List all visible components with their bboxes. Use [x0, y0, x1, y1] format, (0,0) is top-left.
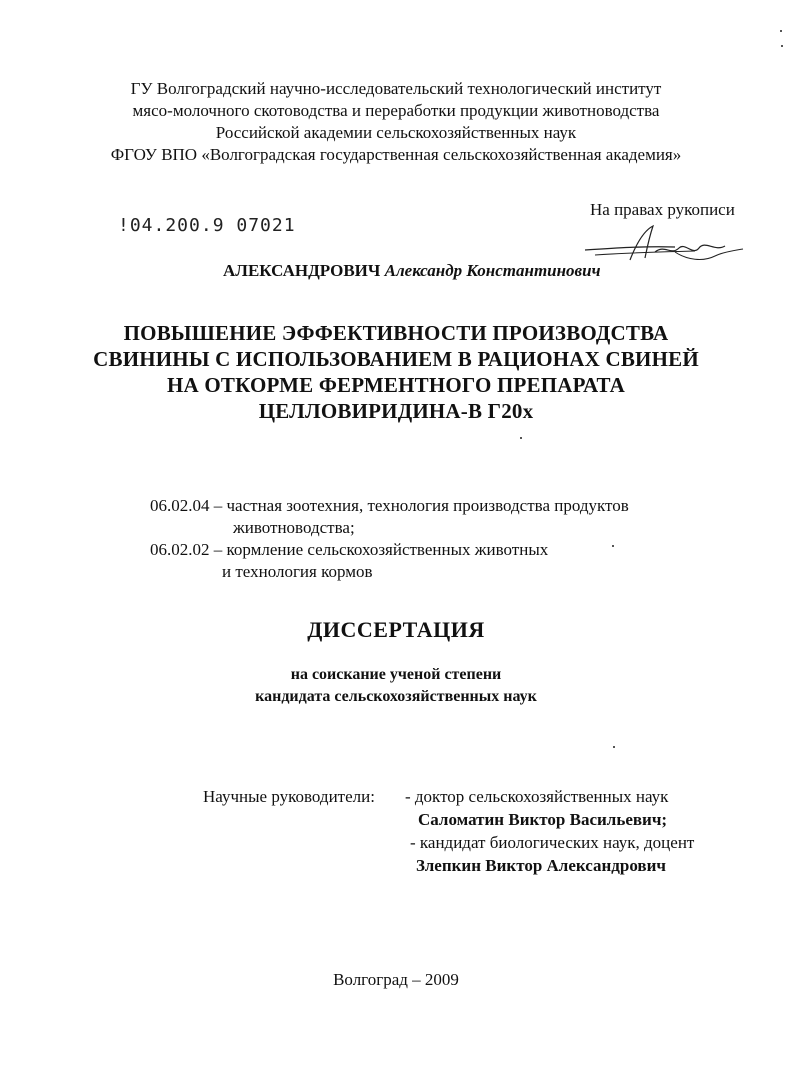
- degree-line: кандидата сельскохозяйственных наук: [255, 688, 537, 705]
- author-name: [223, 261, 601, 281]
- supervisor-1-degree: - доктор сельскохозяйственных наук: [405, 787, 669, 806]
- supervisor-1-name: Саломатин Виктор Васильевич;: [418, 810, 668, 829]
- title-line: ПОВЫШЕНИЕ ЭФФЕКТИВНОСТИ ПРОИЗВОДСТВА: [123, 321, 669, 345]
- supervisor-2-name: Злепкин Виктор Александрович: [416, 856, 666, 875]
- institution-line: ФГОУ ВПО «Волгоградская государственная сельскохозяйственная академия»: [110, 145, 682, 164]
- supervisors-label: Научные руководители:: [203, 787, 375, 806]
- scan-speck: [613, 746, 615, 748]
- specialty-code-1-continued: животноводства;: [233, 518, 355, 537]
- title-line: СВИНИНЫ С ИСПОЛЬЗОВАНИЕМ В РАЦИОНАХ СВИНЕЙ: [93, 347, 699, 371]
- specialty-code-2: 06.02.02 – кормление сельскохозяйственных животных: [150, 540, 549, 559]
- scan-speck: [520, 437, 522, 439]
- supervisor-2-degree: - кандидат биологических наук, доцент: [410, 833, 695, 852]
- institution-header: [0, 78, 792, 166]
- scan-speck: [780, 30, 782, 32]
- specialty-code-1: 06.02.04 – частная зоотехния, технология производства продуктов: [150, 496, 629, 515]
- title-line: ЦЕЛЛОВИРИДИНА-В Г20х: [258, 399, 534, 423]
- specialty-code-2-continued: и технология кормов: [222, 562, 373, 581]
- degree-line: на соискание ученой степени: [290, 666, 502, 683]
- author-surname: АЛЕКСАНДРОВИЧ: [223, 261, 381, 280]
- institution-line: мясо-молочного скотоводства и переработки продукции животноводства: [132, 101, 660, 120]
- scan-speck: [781, 45, 783, 47]
- institution-line: ГУ Волгоградский научно-исследовательский технологический институт: [130, 79, 662, 98]
- dissertation-title: [0, 320, 792, 424]
- library-stamp-number: !04.200.9 07021: [118, 215, 296, 236]
- author-given-names: Александр Константинович: [384, 261, 601, 280]
- scan-speck: [612, 545, 614, 547]
- document-type: ДИССЕРТАЦИЯ: [307, 617, 485, 642]
- title-line: НА ОТКОРМЕ ФЕРМЕНТНОГО ПРЕПАРАТА: [166, 373, 626, 397]
- city-year: Волгоград – 2009: [333, 970, 459, 989]
- institution-line: Российской академии сельскохозяйственных наук: [215, 123, 577, 142]
- degree-statement: [0, 664, 792, 708]
- rights-note: На правах рукописи: [590, 200, 735, 219]
